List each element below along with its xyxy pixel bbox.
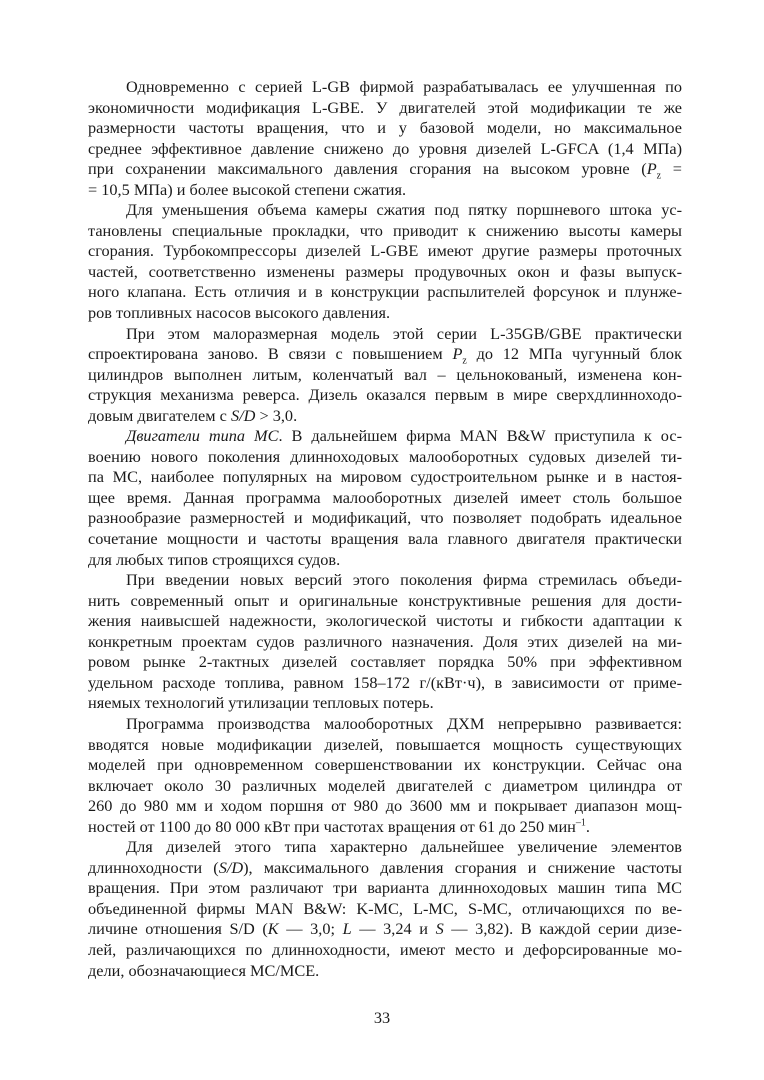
text-line: жения наивысшей надежности, экологической чистоты и гибкости адаптации к	[88, 611, 682, 631]
text-line: Для уменьшения объема камеры сжатия под пятку поршневого штока ус-	[126, 200, 682, 220]
text-line: ностей от 1100 до 80 000 кВт при частотах вращения от 61 до 250 мин$^{-1}$.	[88, 816, 590, 836]
text-line: разнообразие размерностей и модификаций, что позволяет подобрать идеальное	[88, 508, 682, 528]
paragraph	[88, 200, 682, 323]
text-line: = 10,5 МПа) и более высокой степени сжатия.	[88, 179, 407, 199]
paragraph	[88, 714, 682, 837]
page-number: 33	[373, 1008, 391, 1027]
text-line: размерности частоты вращения, что и у базовой модели, но максимальное	[88, 118, 682, 138]
text-line: частей, соответственно изменены размеры продувочных окон и фазы выпуск-	[88, 261, 682, 281]
document-body	[88, 77, 682, 981]
text-line: экономичности модификация L-GBE. У двигателей этой модификации те же	[88, 97, 682, 117]
text-line: вращения. При этом различают три варианта длинноходовых машин типа МС	[88, 878, 682, 898]
italic-text: P	[452, 344, 463, 364]
text-line: сгорания. Турбокомпрессоры дизелей L-GBE имеют другие размеры проточных	[88, 241, 682, 261]
text-line: па МС, наиболее популярных на мировом судостроительном рынке и в настоя-	[88, 467, 682, 487]
text-line: Одновременно с серией L-GB фирмой разрабатывалась ее улучшенная по	[126, 77, 682, 96]
subscript: z	[656, 170, 662, 182]
text-line: Двигатели типа МС. В дальнейшем фирма MAN B&W приступила к ос-	[126, 426, 682, 446]
text-line: ров топливных насосов высокого давления.	[88, 303, 391, 323]
text-line: личине отношения S/D (K — 3,0; L — 3,24 и S — 3,82). В каждой серии дизе-	[88, 919, 682, 939]
text-line: включает около 30 различных моделей двигателей с диаметром цилиндра от	[88, 775, 682, 795]
text-line: При этом малоразмерная модель этой серии L-35GB/GBE практически	[126, 323, 682, 343]
text-line: 260 до 980 мм и ходом поршня от 980 до 3600 мм и покрывает диапазон мощ-	[88, 796, 682, 816]
italic-text: L	[342, 919, 352, 939]
italic-text: K	[267, 919, 279, 939]
text-line: при сохранении максимального давления сгорания на высоком уровне ($P_z$ =	[88, 159, 682, 182]
text-line: тановлены специальные прокладки, что приводит к снижению высоты камеры	[88, 220, 682, 240]
text-line: Для дизелей этого типа характерно дальнейшее увеличение элементов	[126, 837, 682, 857]
italic-text: Двигатели типа МС	[126, 426, 279, 446]
text-line: для любых типов строящихся судов.	[88, 549, 341, 569]
text-line: сочетание мощности и частоты вращения вала главного двигателя практически	[88, 529, 682, 549]
subscript: z	[462, 355, 467, 367]
text-line: Программа производства малооборотных ДХМ непрерывно развивается:	[126, 713, 682, 733]
italic-text: S	[435, 919, 444, 939]
text-line: длинноходности (S/D), максимального давления сгорания и снижение частоты	[88, 857, 682, 877]
paragraph	[88, 77, 682, 200]
text-line: струкция механизма реверса. Дизель оказался первым в мире сверхдлинноходо-	[88, 385, 682, 405]
paragraph	[88, 426, 682, 570]
text-line: цилиндров выполнен литым, коленчатый вал – цельнокованый, изменена кон-	[88, 364, 682, 384]
text-line: удельном расходе топлива, равном 158–172 г/(кВт·ч), в зависимости от приме-	[88, 672, 682, 692]
text-line: ного клапана. Есть отличия и в конструкции распылителей форсунок и плунже-	[88, 282, 682, 302]
text-line: конкретным проектам судов различного назначения. Доля этих дизелей на ми-	[88, 631, 682, 651]
text-line: объединенной фирмы MAN B&W: K-MC, L-MC, S-MC, отличающихся по ве-	[88, 898, 682, 918]
paragraph	[88, 324, 682, 427]
text-line: нить современный опыт и оригинальные конструктивные решения для дости-	[88, 590, 682, 610]
italic-text: S/D	[230, 405, 256, 425]
italic-text: P	[646, 159, 657, 179]
paragraph	[88, 837, 682, 981]
text-line: дели, обозначающиеся МС/МСЕ.	[88, 960, 320, 980]
text-line: щее время. Данная программа малооборотных дизелей имеет столь большое	[88, 487, 682, 507]
text-line: При введении новых версий этого поколения фирма стремилась объеди-	[126, 570, 682, 590]
superscript: –1	[575, 817, 586, 829]
text-line: няемых технологий утилизации тепловых потерь.	[88, 693, 434, 713]
text-line: ровом рынке 2-тактных дизелей составляет порядка 50% при эффективном	[88, 652, 682, 672]
paragraph	[88, 570, 682, 714]
text-line: довым двигателем с S/D > 3,0.	[88, 405, 298, 425]
text-line: среднее эффективное давление снижено до уровня дизелей L-GFCA (1,4 МПа)	[88, 138, 682, 158]
text-line: моделей при одновременном совершенствовании их конструкции. Сейчас она	[88, 755, 682, 775]
text-line: вводятся новые модификации дизелей, повышается мощность существующих	[88, 734, 682, 754]
text-line: спроектирована заново. В связи с повышением $P_z$ до 12 МПа чугунный блок	[88, 344, 682, 367]
text-line: воению нового поколения длинноходовых малооборотных судовых дизелей ти-	[88, 446, 682, 466]
text-line: лей, различающихся по длинноходности, имеют место и дефорсированные мо-	[88, 939, 682, 959]
italic-text: S/D	[218, 857, 244, 877]
